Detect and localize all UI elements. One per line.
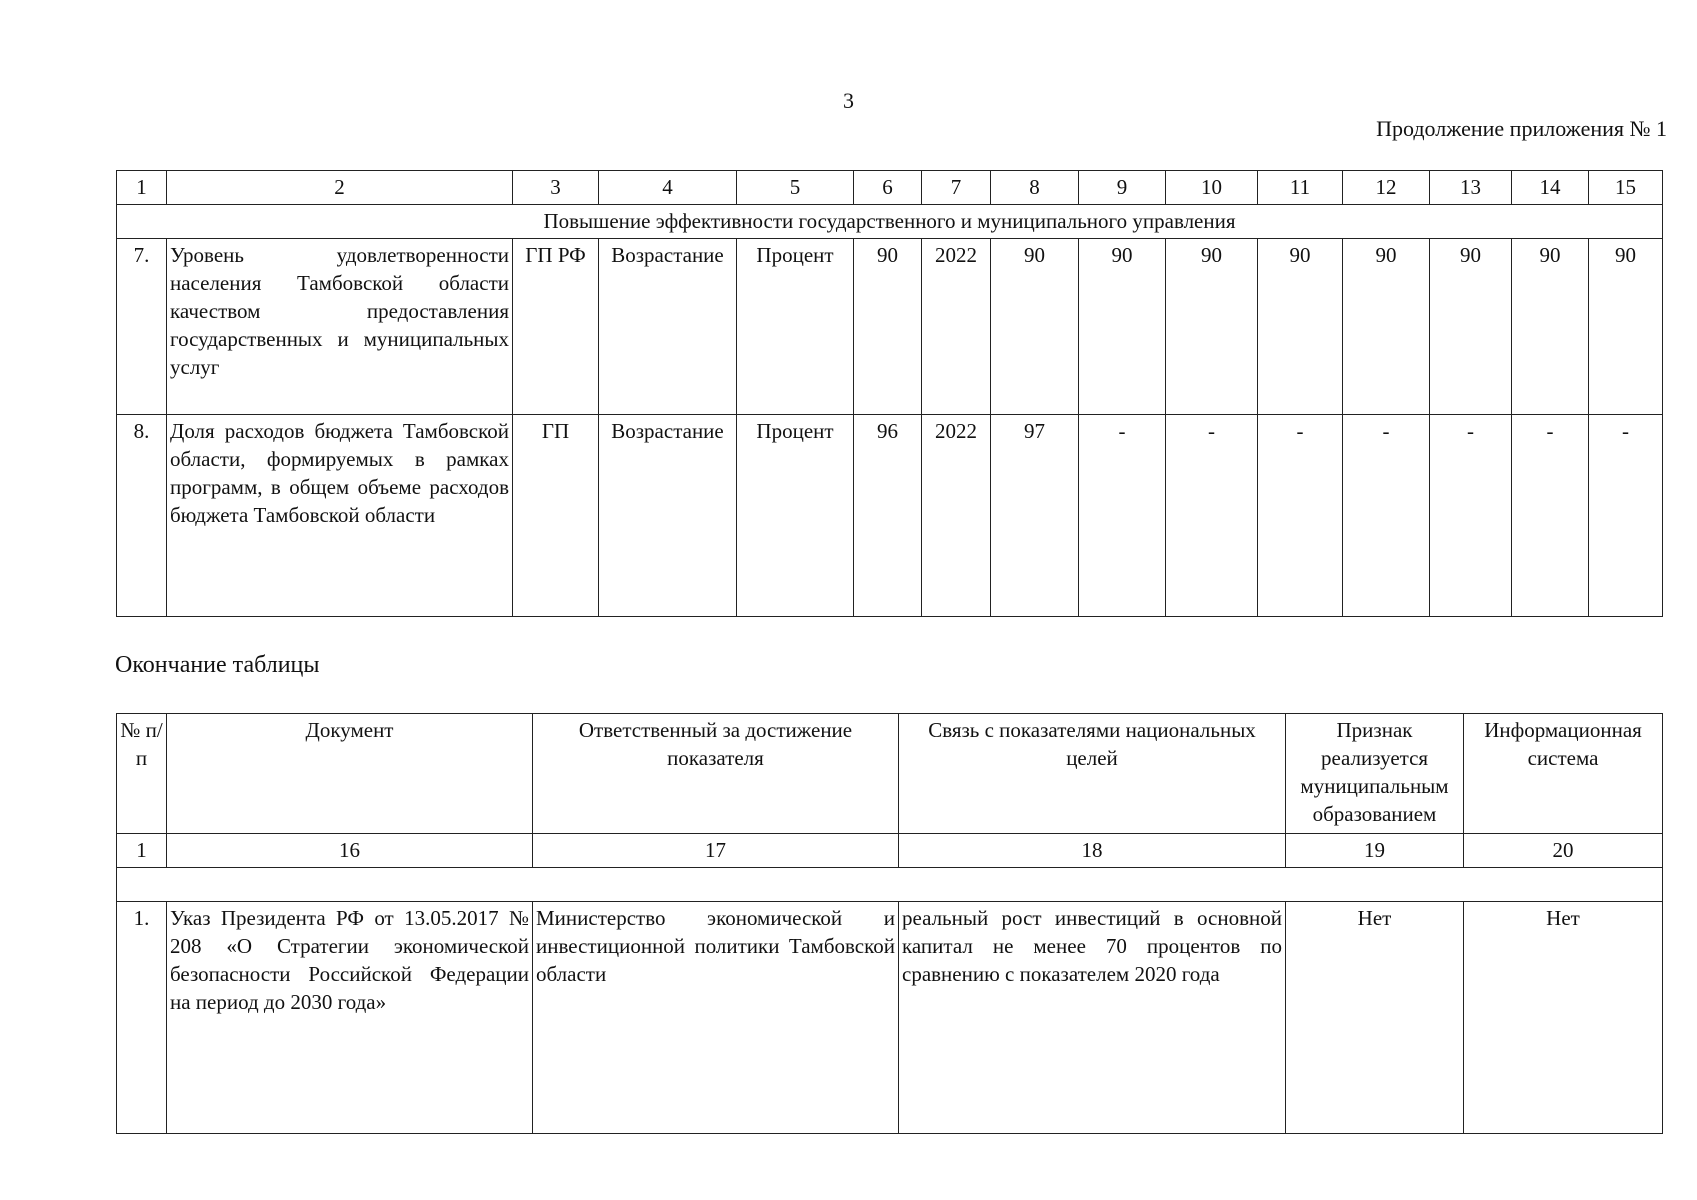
header-cell: 7 xyxy=(922,171,991,205)
header-cell: Документ xyxy=(167,714,533,834)
value-cell: - xyxy=(1430,415,1512,617)
header-cell: 13 xyxy=(1430,171,1512,205)
ending-table xyxy=(116,713,1663,1134)
info-system-cell: Нет xyxy=(1464,902,1663,1134)
empty-cell xyxy=(117,868,1663,902)
value-cell: 90 xyxy=(1512,239,1589,415)
header-cell: 1 xyxy=(117,171,167,205)
value-cell: - xyxy=(1166,415,1258,617)
header-cell: 10 xyxy=(1166,171,1258,205)
section-title: Повышение эффективности государственного и муниципального управления xyxy=(117,205,1663,239)
value-cell: - xyxy=(1258,415,1343,617)
header-row xyxy=(117,714,1663,834)
indicator-name: Доля расходов бюджета Тамбовской области, формируемых в рамках программ, в общем объеме расходов бюджета Тамбовской области xyxy=(167,415,513,617)
value-cell: - xyxy=(1343,415,1430,617)
trend-cell: Возрастание xyxy=(599,239,737,415)
header-cell: 8 xyxy=(991,171,1079,205)
header-cell: 19 xyxy=(1286,834,1464,868)
header-cell: 18 xyxy=(899,834,1286,868)
header-cell: 2 xyxy=(167,171,513,205)
header-cell: 14 xyxy=(1512,171,1589,205)
header-cell: 11 xyxy=(1258,171,1343,205)
row-number: 8. xyxy=(117,415,167,617)
header-cell: 15 xyxy=(1589,171,1663,205)
header-cell: Информационная система xyxy=(1464,714,1663,834)
header-cell: 3 xyxy=(513,171,599,205)
value-cell: - xyxy=(1512,415,1589,617)
table-row xyxy=(117,902,1663,1134)
value-cell: 2022 xyxy=(922,415,991,617)
header-cell: 9 xyxy=(1079,171,1166,205)
trend-cell: Возрастание xyxy=(599,415,737,617)
national-goals-cell: реальный рост инвестиций в основной капитал не менее 70 процентов по сравнению с показателем 2020 года xyxy=(899,902,1286,1134)
header-cell: 16 xyxy=(167,834,533,868)
header-cell: 12 xyxy=(1343,171,1430,205)
header-cell: Ответственный за достижение показателя xyxy=(533,714,899,834)
level-cell: ГП xyxy=(513,415,599,617)
municipal-flag-cell: Нет xyxy=(1286,902,1464,1134)
table-row xyxy=(117,239,1663,415)
value-cell: 90 xyxy=(1079,239,1166,415)
table-row xyxy=(117,415,1663,617)
value-cell: 97 xyxy=(991,415,1079,617)
header-cell: 5 xyxy=(737,171,854,205)
value-cell: 90 xyxy=(991,239,1079,415)
value-cell: 90 xyxy=(1430,239,1512,415)
page-number: 3 xyxy=(843,88,854,113)
column-number-row xyxy=(117,834,1663,868)
value-cell: 90 xyxy=(1589,239,1663,415)
unit-cell: Процент xyxy=(737,239,854,415)
value-cell: 2022 xyxy=(922,239,991,415)
continuation-label: Продолжение приложения № 1 xyxy=(1376,116,1667,141)
header-cell: 1 xyxy=(117,834,167,868)
header-cell: 6 xyxy=(854,171,922,205)
value-cell: 90 xyxy=(1166,239,1258,415)
indicator-name: Уровень удовлетворенности населения Тамбовской области качеством предоставления государственных и муниципальных услуг xyxy=(167,239,513,415)
header-cell: Связь с показателями национальных целей xyxy=(899,714,1286,834)
row-number: 7. xyxy=(117,239,167,415)
section-row xyxy=(117,205,1663,239)
indicators-table xyxy=(116,170,1663,617)
value-cell: 90 xyxy=(854,239,922,415)
header-cell: 20 xyxy=(1464,834,1663,868)
responsible-cell: Министерство экономической и инвестиционной политики Тамбовской области xyxy=(533,902,899,1134)
ending-title: Окончание таблицы xyxy=(115,652,320,678)
value-cell: 90 xyxy=(1343,239,1430,415)
column-number-row xyxy=(117,171,1663,205)
document-cell: Указ Президента РФ от 13.05.2017 № 208 «О Стратегии экономической безопасности Российской Федерации на период до 2030 года» xyxy=(167,902,533,1134)
header-cell: № п/п xyxy=(117,714,167,834)
value-cell: 96 xyxy=(854,415,922,617)
empty-row xyxy=(117,868,1663,902)
row-number: 1. xyxy=(117,902,167,1134)
header-cell: 4 xyxy=(599,171,737,205)
value-cell: - xyxy=(1079,415,1166,617)
header-cell: 17 xyxy=(533,834,899,868)
value-cell: - xyxy=(1589,415,1663,617)
unit-cell: Процент xyxy=(737,415,854,617)
level-cell: ГП РФ xyxy=(513,239,599,415)
value-cell: 90 xyxy=(1258,239,1343,415)
header-cell: Признак реализуется муниципальным образованием xyxy=(1286,714,1464,834)
